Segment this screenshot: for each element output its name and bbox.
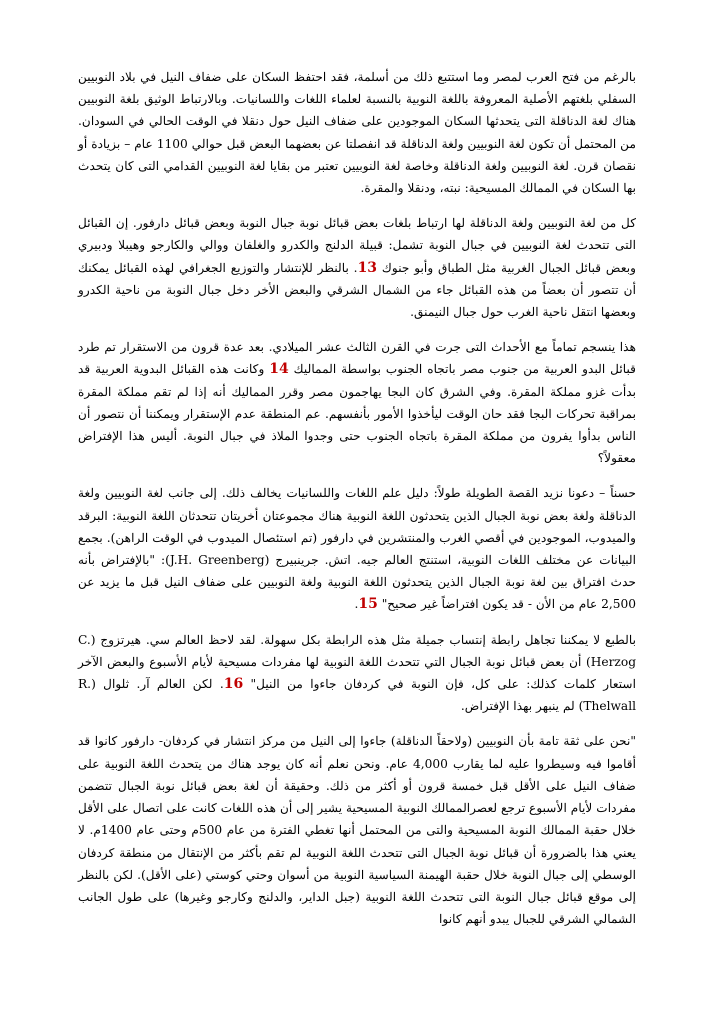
- paragraph-thirteenth-century-events: [78, 336, 636, 469]
- footnote-reference: 16: [223, 676, 244, 693]
- paragraph-text: . لكن العالم آر. ثلوال (R. Thelwall) لم ينبهر بهذا الإفتراض.: [78, 677, 636, 714]
- paragraph-text: وكانت هذه القبائل البدوية العربية قد بدأت غزو مملكة المقرة. وفي الشرق كان البجا يهاجمون مصر وقرر المماليك أنه إذا لم تقم مملكة المقرة بمراقبة تحركات البجا فقد حان الوقت ليأخذوا الأمور بأنفسهم. عم المنطقة عدم الإستقرار ويمكننا أن نتصور أن الناس بدأوا يفرون من مملكة المقرة باتجاه الجنوب حتى وجدوا الملاذ في جبال النوبة. أليس هذا الإفتراض معقولاً؟: [78, 362, 636, 466]
- paragraph-text: "نحن على ثقة تامة بأن النوبيين (ولاحقاً الدناقلة) جاءوا إلى النيل من مركز انتشار في كردفان- دارفور كانوا قد أقاموا فيه وسيطروا عليه لما يقارب 4,000 عام. ونحن نعلم أنه كان يوجد هناك من يتحدث اللغة النوبية على ضفاف النيل على الأقل قبل خمسة قرون أو أكثر من ذلك. وحقيقة أن لغة بعض قبائل نوبة الجبال تتضمن مفردات لأيام الأسبوع ترجع لعصرالممالك النوبية المسيحية يشير إلى أن هذه اللغات كانت على اتصال على الأقل خلال حقبة الممالك النوبة المسيحية والتى من المحتمل أنها تغطي الفترة من عام 500م وحتى عام 1400م. لا يعني هذا بالضرورة أن قبائل نوبة الجبال التى تتحدث اللغة النوبية لم تقم بأكثر من الإنتقال من منطقة كردفان الوسطي إلى جبال النوبة خلال حقبة الهيمنة السياسية النوبية من أسوان وحتي كوستي (على الأقل). لكن بالنظر إلى موقع قبائل جبال النوبة التى تتحدث اللغة النوبية (جبل الداير، والدلنج وكارجو وغيرها) على طول الجانب الشمالي الشرقي للجبال يبدو أنهم كانوا: [78, 734, 636, 927]
- paragraph-text: حسناً – دعونا نزيد القصة الطويلة طولاً: دليل علم اللغات واللسانيات يخالف ذلك. إلى جانب لغة النوبيين ولغة الدناقلة ولغة بعض نوبة الجبال الذين يتحدثون اللغة النوبية هناك مجموعتان أخريتان تتحدثان اللغة النوبية: البرقد والميدوب، الموجودين في أقصي الغرب والمنتشرين في دارفور (تم استئصال الميدوب في الوقت الراهن). بجمع البيانات عن مختلف اللغات النوبية، استنتج العالم جيه. اتش. جرينبيرج (J.H. Greenberg): "بالإفتراض بأنه حدث افتراق بين لغة نوبة الجبال الذين يتحدثون اللغة النوبية ولغة النوبيين على ضفاف النيل قبل ما يزيد عن 2,500 عام من الأن - قد يكون افتراضاً غير صحيح": [78, 486, 636, 612]
- paragraph-greenberg-linguistics: [78, 482, 636, 615]
- paragraph-nuba-mountains-tribes: [78, 212, 636, 323]
- paragraph-text: .: [354, 597, 359, 612]
- paragraph-text: هذا ينسجم تماماً مع الأحداث التى جرت في القرن الثالث عشر الميلادي. بعد عدة قرون من الاستقرار تم طرد قبائل البدو العربية من جنوب مصر باتجاه الجنوب بواسطة المماليك: [78, 340, 636, 377]
- footnote-reference: 13: [357, 259, 378, 276]
- paragraph-thelwall-quote: [78, 730, 636, 930]
- paragraph-text: كل من لغة النوبيين ولغة الدناقلة لها ارتباط بلغات بعض قبائل نوبة جبال النوبة وبعض قبائل دارفور. إن القبائل التى تتحدث لغة النوبيين في جبال النوبة تشمل: قبيلة الدلنج والكدرو والغلفان ووالي والكارجو وهيبلا ودبيري وبعض قبائل الجبال الغربية مثل الطباق وأبو جنوك: [78, 216, 636, 275]
- paragraph-herzog-thelwall: [78, 629, 636, 718]
- footnote-reference: 15: [358, 596, 378, 613]
- footnote-reference: 14: [269, 361, 289, 378]
- paragraph-text: بالرغم من فتح العرب لمصر وما استتبع ذلك من أسلمة، فقد احتفظ السكان على ضفاف النيل في بلاد النوبيين السفلي بلغتهم الأصلية المعروفة باللغة النوبية بالنسبة لعلماء اللغات واللسانيات. وبالارتباط الوثيق بلغة النوبيين هناك لغة الدناقلة التى يتحدثها السكان الموجودين على ضفاف النيل حول دنقلا في الوقت الحالي في السودان. من المحتمل أن تكون لغة النوبيين ولغة الدناقلة قد انفصلتا عن بعضهما البعض قبل حوالي 1100 عام – بزيادة أو نقصان قرن. لغة النوبيين ولغة الدناقلة وخاصة لغة النوبيين تعتبر من بقايا لغة النوبيين القدامي التى كان يتحدث بها السكان في الممالك المسيحية: نبته، ودنقلا والمقرة.: [78, 70, 636, 196]
- paragraph-text: . بالنظر للإنتشار والتوزيع الجغرافي لهذه القبائل يمكنك أن تتصور أن بعضاً من هذه القبائل جاء من الشمال الشرقي والبعض الأخر دخل جبال النوبة من ناحية الكدرو وبعضها انتقل ناحية الغرب حول جبال النيمنق.: [78, 260, 636, 320]
- paragraph-text: بالطبع لا يمكننا تجاهل رابطة إنتساب جميلة مثل هذه الرابطة بكل سهولة. لقد لاحظ العالم سي. هيرتزوج (C. Herzog) أن بعض قبائل نوبة الجبال التي تتحدث اللغة النوبية لها مفردات مسيحية لأيام الأسبوع والبعض الآخر استعار كلمات كذلك: على كل، فإن النوبة في كردفان جاءوا من النيل": [78, 632, 636, 692]
- paragraph-arab-conquest-nubian-language: [78, 66, 636, 199]
